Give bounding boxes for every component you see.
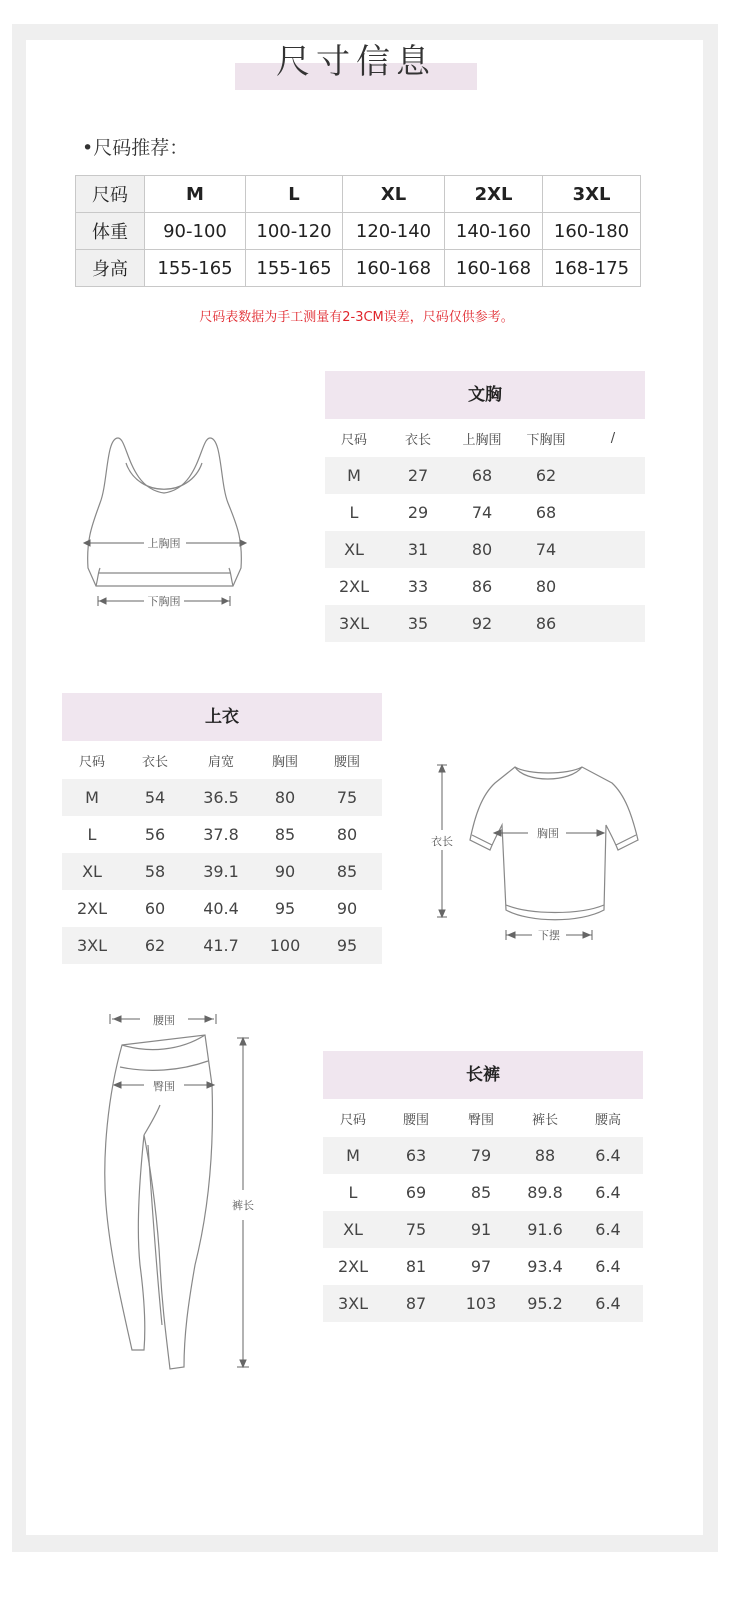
pants-hip-label: 臀围 [153,1080,175,1093]
table-cell: 93.4 [527,1257,563,1276]
table-cell: L [349,503,359,522]
row-label: 体重 [76,213,145,250]
table-cell: 2XL [76,899,108,918]
table-row [62,779,382,816]
table-cell: 2XL [337,1257,369,1276]
table-row [62,853,382,890]
table-cell: 90-100 [145,213,246,250]
table-cell: 6.4 [595,1294,621,1313]
table-row [62,927,382,964]
column-header: 衣长 [141,754,168,770]
table-cell: 79 [470,1146,492,1165]
table-row [323,1174,643,1211]
size-header: 2XL [445,176,543,213]
table-cell: 95.2 [527,1294,563,1313]
size-header: M [145,176,246,213]
table-row [323,1211,643,1248]
table-cell: 100-120 [246,213,343,250]
top-length-label: 衣长 [431,835,453,848]
page-title: 尺寸信息 [276,42,436,82]
table-row [325,605,645,642]
table-cell: 35 [407,614,429,633]
table-cell: 3XL [338,614,370,633]
table-cell: 92 [471,614,493,633]
table-cell: 60 [144,899,166,918]
table-cell: 95 [274,899,296,918]
table-row [323,1248,643,1285]
bra-upper-label: 上胸围 [147,537,181,550]
table-cell: 6.4 [595,1257,621,1276]
table-cell: 160-168 [445,250,543,287]
top-table-title: 上衣 [62,693,382,741]
size-header: XL [343,176,445,213]
table-cell: 41.7 [203,936,239,955]
table-cell: 3XL [76,936,108,955]
table-cell: L [87,825,97,844]
table-cell: XL [344,540,364,559]
bra-illustration [78,428,253,614]
table-cell: 40.4 [203,899,239,918]
table-cell: 87 [405,1294,427,1313]
table-row [76,176,641,213]
column-header: 肩宽 [207,754,234,770]
table-cell: 155-165 [145,250,246,287]
table-cell: 68 [471,466,493,485]
table-cell: 86 [471,577,493,596]
table-cell: 97 [470,1257,492,1276]
table-cell: 74 [471,503,493,522]
table-cell: 69 [405,1183,427,1202]
top-illustration [420,755,650,950]
table-cell: 80 [471,540,493,559]
table-cell: 80 [535,577,557,596]
pants-waist-label: 腰围 [153,1014,175,1027]
top-hem-label: 下摆 [538,929,560,942]
table-cell: 75 [336,788,358,807]
table-cell: 6.4 [595,1183,621,1202]
bra-lower-label: 下胸围 [147,595,181,608]
table-cell: 62 [144,936,166,955]
table-row [325,568,645,605]
table-header-row [323,1099,643,1137]
table-row [62,890,382,927]
table-cell: 160-180 [543,213,641,250]
table-cell: 168-175 [543,250,641,287]
table-row [76,250,641,287]
table-cell: 91.6 [527,1220,563,1239]
table-cell: 6.4 [595,1220,621,1239]
table-cell: M [346,1146,360,1165]
header-label: 尺码 [76,176,145,213]
table-cell: 75 [405,1220,427,1239]
table-cell: 160-168 [343,250,445,287]
table-cell: 80 [274,788,296,807]
table-cell: 81 [405,1257,427,1276]
size-header: L [246,176,343,213]
table-cell: 2XL [338,577,370,596]
table-cell: 63 [405,1146,427,1165]
table-cell: L [348,1183,358,1202]
table-header-row [325,419,645,457]
pants-table-title: 长裤 [323,1051,643,1099]
table-cell: 3XL [337,1294,369,1313]
size-header: 3XL [543,176,641,213]
column-header: 下胸围 [526,432,566,448]
table-cell: 31 [407,540,429,559]
table-cell: 29 [407,503,429,522]
column-header: 腰围 [333,754,360,770]
table-header-row [62,741,382,779]
table-row [323,1137,643,1174]
table-cell: 36.5 [203,788,239,807]
table-cell: 103 [465,1294,497,1313]
table-cell: 88 [534,1146,556,1165]
table-cell: 58 [144,862,166,881]
column-header: 裤长 [531,1112,558,1128]
top-chest-label: 胸围 [537,827,559,840]
table-cell: 85 [336,862,358,881]
bra-table-title: 文胸 [325,371,645,419]
table-cell: 33 [407,577,429,596]
column-header: 尺码 [340,432,367,448]
row-label: 身高 [76,250,145,287]
table-cell: 80 [336,825,358,844]
table-cell: 27 [407,466,429,485]
column-header: 腰围 [402,1112,429,1128]
measurement-note: 尺码表数据为手工测量有2-3CM误差，尺码仅供参考。 [199,310,514,325]
table-cell: 74 [535,540,557,559]
table-cell: 100 [269,936,301,955]
pants-illustration [100,1005,270,1380]
pants-size-table [323,1051,643,1322]
column-header: / [610,430,616,446]
column-header: 臀围 [467,1112,494,1128]
table-cell: 56 [144,825,166,844]
table-cell: 62 [535,466,557,485]
pants-length-label: 裤长 [232,1199,254,1212]
table-row [325,494,645,531]
table-cell: 155-165 [246,250,343,287]
table-cell: 90 [274,862,296,881]
table-cell: XL [82,862,102,881]
table-row [76,213,641,250]
top-size-table [62,693,382,964]
table-row [323,1285,643,1322]
column-header: 上胸围 [462,432,502,448]
table-cell: M [85,788,99,807]
column-header: 胸围 [271,754,298,770]
table-cell: 120-140 [343,213,445,250]
table-cell: 95 [336,936,358,955]
column-header: 衣长 [404,432,431,448]
table-cell: 85 [470,1183,492,1202]
size-recommend-table [75,175,641,287]
table-cell: 6.4 [595,1146,621,1165]
table-cell: M [347,466,361,485]
column-header: 尺码 [78,754,105,770]
table-cell: XL [343,1220,363,1239]
table-cell: 86 [535,614,557,633]
column-header: 尺码 [339,1112,366,1128]
column-header: 腰高 [594,1112,621,1128]
table-cell: 85 [274,825,296,844]
table-cell: 37.8 [203,825,239,844]
bra-size-table [325,371,645,642]
table-cell: 39.1 [203,862,239,881]
table-cell: 90 [336,899,358,918]
table-cell: 54 [144,788,166,807]
table-row [62,816,382,853]
table-cell: 89.8 [527,1183,563,1202]
recommend-heading: •尺码推荐： [82,137,189,159]
table-row [325,457,645,494]
table-cell: 91 [470,1220,492,1239]
table-cell: 140-160 [445,213,543,250]
table-row [325,531,645,568]
table-cell: 68 [535,503,557,522]
